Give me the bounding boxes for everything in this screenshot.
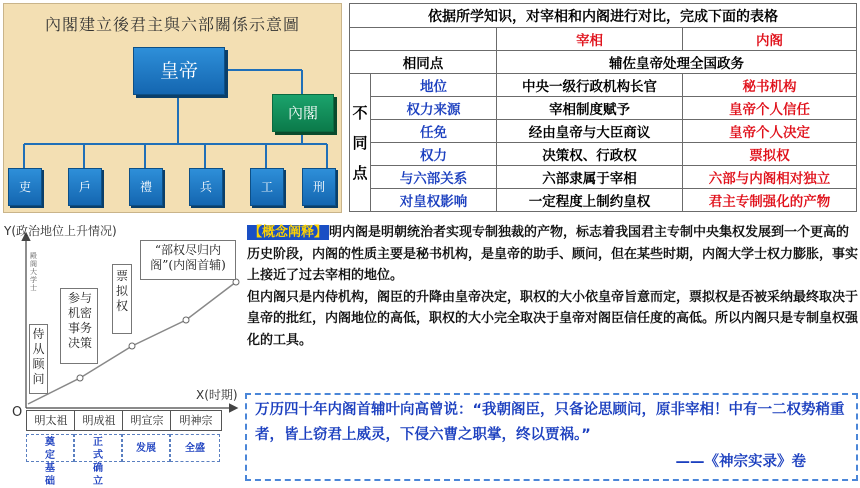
table-row (350, 120, 857, 143)
phase-label: 正式确立 (74, 434, 122, 462)
small-label: 殿阁大学士 (30, 252, 37, 292)
cabinet-cell: 皇帝个人信任 (683, 97, 857, 120)
quote-box (245, 393, 858, 481)
org-diagram-title: 內閣建立後君主與六部關係示意圖 (44, 15, 300, 34)
era-label: 明神宗 (170, 410, 222, 431)
status-graph (0, 222, 244, 487)
stage-label-1: 侍从顾问 (29, 324, 48, 394)
phase-label: 奠定基础 (26, 434, 74, 462)
quote-text: 万历四十年内阁首辅叶向高曾说：“我朝阁臣，只备论思顾问，原非宰相！中有一二权势稍重者，皆上窃君上威灵，下侵六曹之职掌，终以贾祸。” (255, 402, 845, 443)
similarity-label: 相同点 (350, 51, 497, 74)
difference-label: 不 同 点 (350, 74, 371, 212)
chancellor-cell: 决策权、行政权 (497, 143, 683, 166)
stage-label-2: 参与机密事务决策 (60, 288, 98, 364)
ministry-works: 工 (250, 168, 284, 206)
similarity-value: 辅佐皇帝处理全国政务 (497, 51, 857, 74)
chancellor-cell: 中央一级行政机构长官 (497, 74, 683, 97)
chancellor-cell: 宰相制度赋予 (497, 97, 683, 120)
col-header-chancellor: 宰相 (497, 28, 683, 51)
table-corner (350, 28, 497, 51)
aspect-cell: 对皇权影响 (371, 189, 497, 212)
stage-label-3: 票拟权 (112, 264, 132, 334)
quote-source: ——《神宗实录》卷 (675, 454, 806, 470)
aspect-cell: 权力 (371, 143, 497, 166)
y-axis-label: Y(政治地位上升情况) (4, 224, 117, 238)
ministry-war: 兵 (189, 168, 223, 206)
era-label: 明太祖 (26, 410, 76, 431)
ministry-justice: 刑 (302, 168, 336, 206)
ministry-personnel: 吏 (8, 168, 42, 206)
era-label: 明宣宗 (122, 410, 172, 431)
concept-tag: 【概念阐释】 (249, 225, 328, 240)
x-axis-label: X(时期) (196, 388, 238, 402)
org-diagram (3, 3, 342, 213)
concept-paragraph-1: 【概念阐释】 明内阁是明朝统治者实现专制独裁的产物，标志着我国君主专制中央集权发展到一个更高的历史阶段，内阁的性质主要是秘书机构，是皇帝的助手、顾问，但在某些时期，内阁大学士权力膨胀，事实上接近了过去宰相的地位。 (247, 225, 859, 283)
cabinet-box: 內閣 (272, 94, 334, 132)
origin-label: O (12, 405, 23, 420)
table-row (350, 166, 857, 189)
cabinet-cell: 皇帝个人决定 (683, 120, 857, 143)
chancellor-cell: 六部隶属于宰相 (497, 166, 683, 189)
stage-label-4: “部权尽归内阁”(内阁首辅) (140, 240, 236, 280)
phase-label: 全盛 (170, 434, 220, 462)
era-label: 明成祖 (74, 410, 124, 431)
col-header-cabinet: 内阁 (683, 28, 857, 51)
table-row (350, 74, 857, 97)
table-row (350, 97, 857, 120)
concept-paragraph-2: 但内阁只是内侍机构，阁臣的升降由皇帝决定，职权的大小依皇帝旨意而定，票拟权是否被采纳最终取决于皇帝的批红，内阁地位的高低，职权的大小完全取决于皇帝对阁臣信任度的高低。所以内阁只是专制皇权强化的工具。 (247, 289, 859, 348)
chancellor-cell: 一定程度上制约皇权 (497, 189, 683, 212)
aspect-cell: 任免 (371, 120, 497, 143)
cabinet-cell: 票拟权 (683, 143, 857, 166)
table-instruction: 依据所学知识，对宰相和内阁进行对比，完成下面的表格 (350, 4, 857, 28)
concept-explanation (247, 222, 858, 351)
chancellor-cell: 经由皇帝与大臣商议 (497, 120, 683, 143)
aspect-cell: 与六部关系 (371, 166, 497, 189)
aspect-cell: 地位 (371, 74, 497, 97)
table-row (350, 143, 857, 166)
cabinet-cell: 君主专制强化的产物 (683, 189, 857, 212)
phase-label: 发展 (122, 434, 170, 462)
ministry-revenue: 戶 (68, 168, 102, 206)
comparison-table (349, 3, 857, 212)
table-row (350, 189, 857, 212)
cabinet-cell: 秘书机构 (683, 74, 857, 97)
ministry-rites: 禮 (129, 168, 163, 206)
emperor-box: 皇帝 (133, 47, 225, 95)
aspect-cell: 权力来源 (371, 97, 497, 120)
cabinet-cell: 六部与内阁相对独立 (683, 166, 857, 189)
